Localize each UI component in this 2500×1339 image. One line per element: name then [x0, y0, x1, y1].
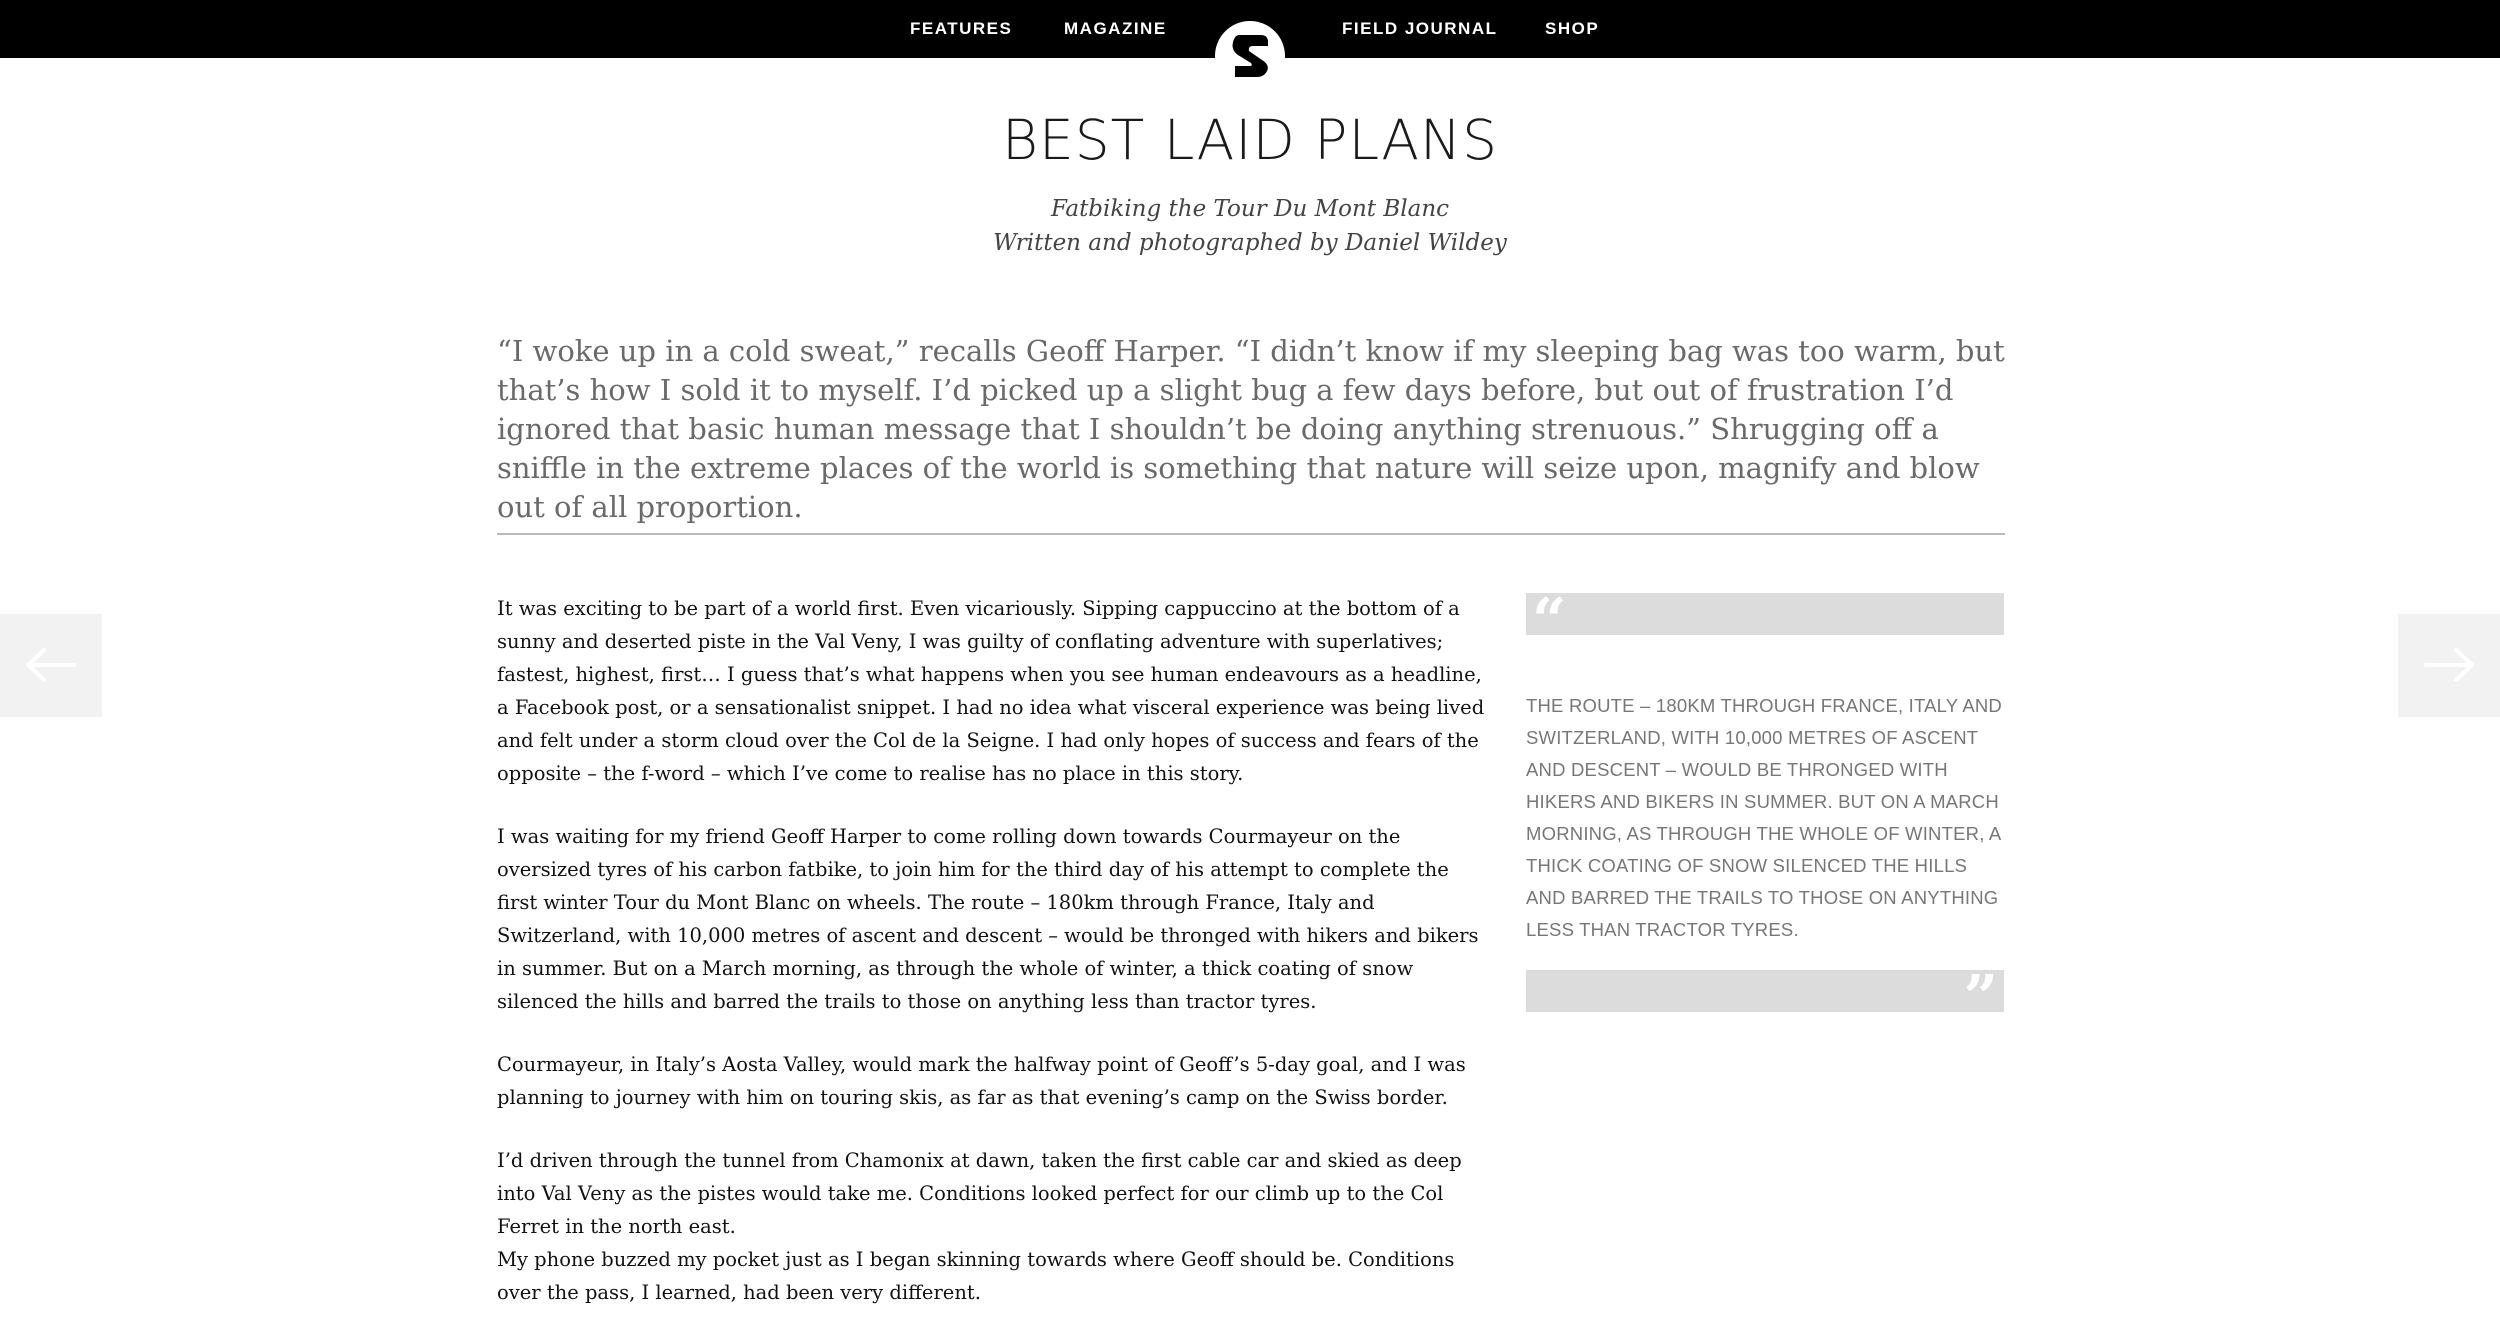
nav-link-shop[interactable]: SHOP: [1545, 19, 1600, 38]
byline: Written and photographed by Daniel Wildey: [993, 230, 1507, 256]
article-title: BEST LAID PLANS: [1001, 108, 1499, 172]
body-paragraph: Courmayeur, in Italy’s Aosta Valley, would mark the halfway point of Geoff’s 5-day goal, and I was planning to journey with him on touring skis, as far as that evening’s camp on the Swiss border.: [497, 1053, 1466, 1109]
pull-quote-top-bar: [1526, 586, 2004, 656]
nav-link-field-journal[interactable]: FIELD JOURNAL: [1342, 19, 1498, 38]
nav-link-features[interactable]: FEATURES: [910, 19, 1013, 38]
open-quote-icon: “: [1532, 586, 1567, 656]
body-paragraph: I was waiting for my friend Geoff Harper to come rolling down towards Courmayeur on the oversized tyres of his carbon fatbike, to join him for the third day of his attempt to complete the first winter Tour du Mont Blanc on wheels. The route – 180km through France, Italy and Switzerland, with 10,000 metres of ascent and descent – would be thronged with hikers and bikers in summer. But on a March morning, as through the whole of winter, a thick coating of snow silenced the hills and barred the trails to those on anything less than tractor tyres.: [497, 825, 1479, 1013]
divider: [497, 533, 2005, 535]
s-logo-icon: [1215, 21, 1285, 91]
body-paragraph: It was exciting to be part of a world first. Even vicariously. Sipping cappuccino at the bottom of a sunny and deserted piste in the Val Veny, I was guilty of conflating adventure with superlatives; fastest, highest, first… I guess that’s what happens when you see human endeavours as a headline, a Facebook post, or a sensationalist snippet. I had no idea what visceral experience was being lived and felt under a storm cloud over the Col de la Seigne. I had only hopes of success and fears of the opposite – the f-word – which I’ve come to realise has no place in this story.: [497, 597, 1485, 785]
previous-article-button[interactable]: [0, 614, 102, 717]
home-logo-button[interactable]: [1215, 21, 1285, 91]
article-subtitle: [0, 192, 2500, 260]
lede-paragraph: “I woke up in a cold sweat,” recalls Geoff Harper. “I didn’t know if my sleeping bag was too warm, but that’s how I sold it to myself. I’d picked up a slight bug a few days before, but out of frustration I’d ignored that basic human message that I shouldn’t be doing anything strenuous.” Shrugging off a sniffle in the extreme places of the world is something that nature will seize upon, magnify and blow out of all proportion.: [497, 334, 2005, 524]
close-quote-icon: ”: [1963, 963, 1998, 1033]
arrow-right-icon: [2398, 614, 2500, 717]
arrow-left-icon: [0, 614, 102, 717]
next-article-button[interactable]: [2398, 614, 2500, 717]
nav-link-magazine[interactable]: MAGAZINE: [1064, 19, 1167, 38]
body-paragraph: My phone buzzed my pocket just as I began skinning towards where Geoff should be. Conditions over the pass, I learned, had been very different.: [497, 1248, 1455, 1304]
pull-quote-text: THE ROUTE – 180KM THROUGH FRANCE, ITALY AND SWITZERLAND, WITH 10,000 METRES OF ASCENT AND DESCENT – WOULD BE THRONGED WITH HIKERS AND BIKERS IN SUMMER. BUT ON A MARCH MORNING, AS THROUGH THE WHOLE OF WINTER, A THICK COATING OF SNOW SILENCED THE HILLS AND BARRED THE TRAILS TO THOSE ON ANYTHING LESS THAN TRACTOR TYRES.: [1526, 695, 2002, 940]
body-paragraph: I’d driven through the tunnel from Chamonix at dawn, taken the first cable car and skied as deep into Val Veny as the pistes would take me. Conditions looked perfect for our climb up to the Col Ferret in the north east.: [497, 1149, 1462, 1238]
article-body: [497, 592, 1492, 1339]
subtitle-line: Fatbiking the Tour Du Mont Blanc: [1050, 196, 1450, 222]
pull-quote-bottom-bar: [1526, 963, 2004, 1033]
